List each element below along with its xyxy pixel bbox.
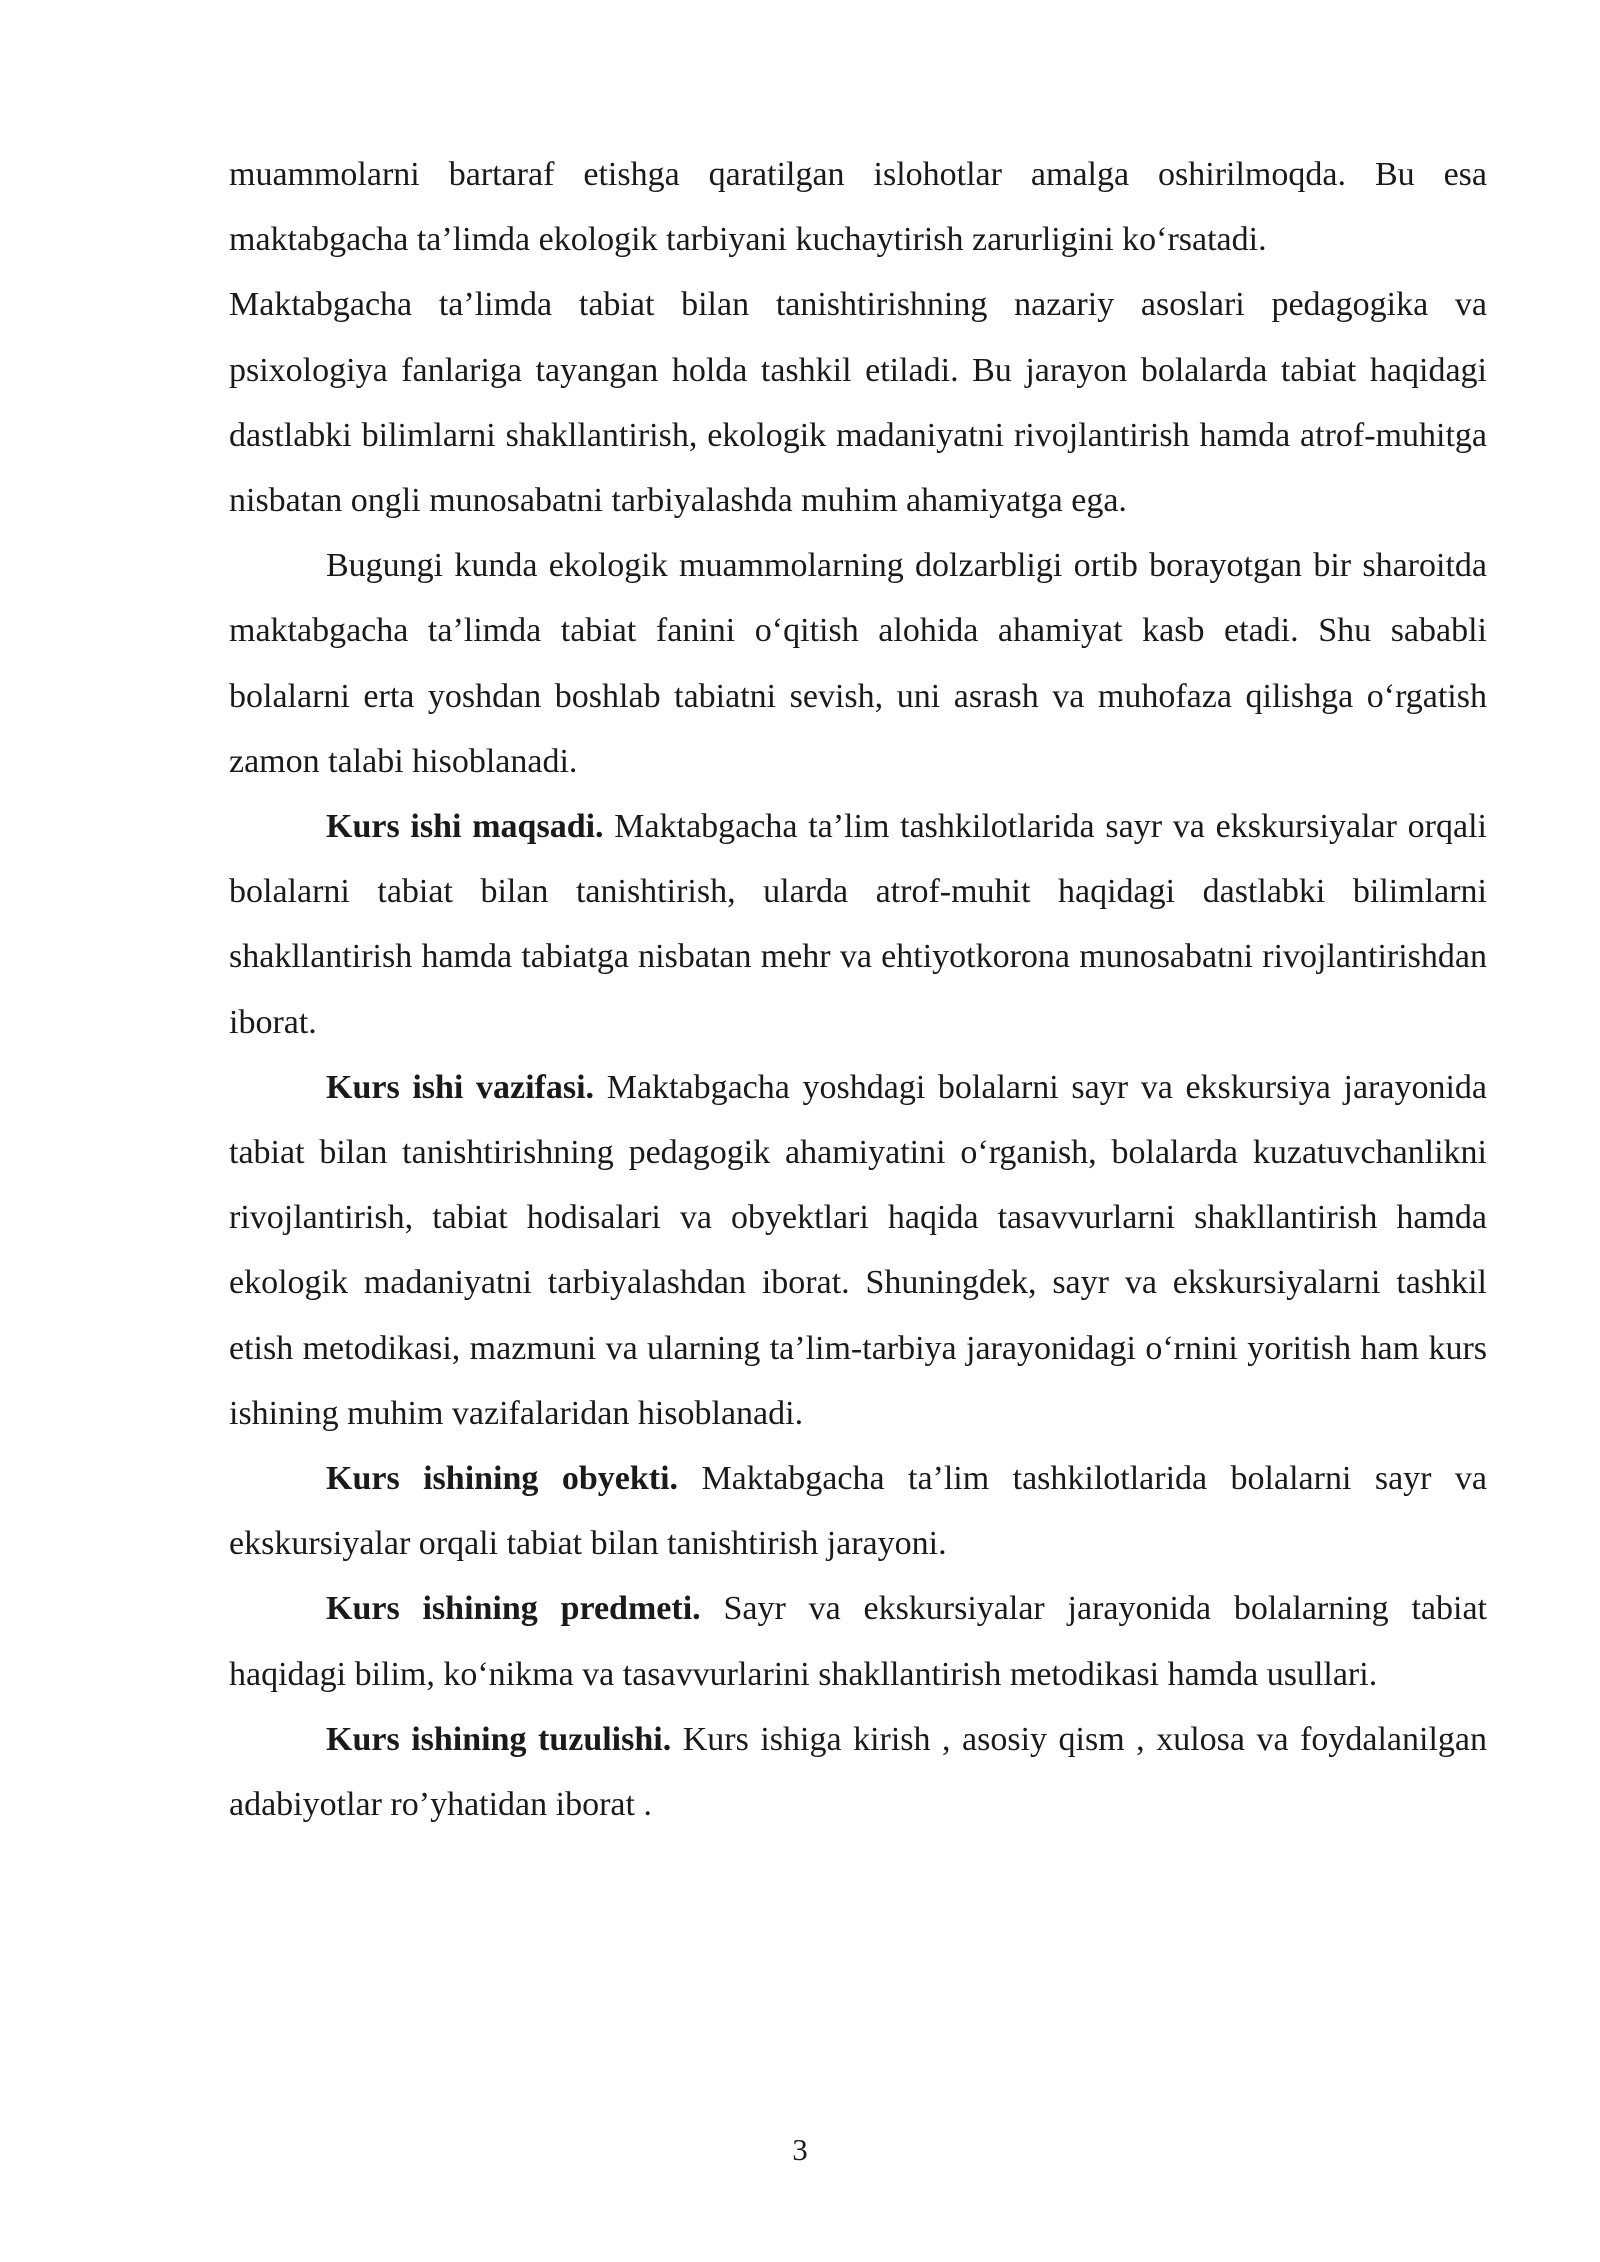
section-lead-object: Kurs ishining obyekti. [326,1460,679,1498]
paragraph-tasks [229,1055,1487,1446]
paragraph-text: Maktabgacha ta’lim tashkilotlarida sayr va ekskursiyalar orqali bolalarni tabiat bilan tanishtirish, ularda atrof-muhit haqidagi dastlabki bilimlarni shakllantirish hamda tabiatga nisbatan mehr va ehtiyotkorona munosabatni rivojlantirishdan iborat. [229,808,1487,1041]
paragraph-text: Maktabgacha yoshdagi bolalarni sayr va ekskursiya jarayonida tabiat bilan tanishtirishning pedagogik ahamiyatini o‘rganish, bolalarda kuzatuvchanlikni rivojlantirish, tabiat hodisalari va obyektlari haqida tasavvurlarni shakllantirish hamda ekologik madaniyatni tarbiyalashdan iborat. Shuningdek, sayr va ekskursiyalarni tashkil etish metodikasi, mazmuni va ularning ta’lim-tarbiya jarayonidagi o‘rnini yoritish ham kurs ishining muhim vazifalaridan hisoblanadi. [229,1068,1487,1432]
document-page [229,142,1487,1837]
section-lead-goal: Kurs ishi maqsadi. [326,808,604,846]
paragraph-text: Bugungi kunda ekologik muammolarning dolzarbligi ortib borayotgan bir sharoitda maktabgacha ta’limda tabiat fanini o‘qitish alohida ahamiyat kasb etadi. Shu sababli bolalarni erta yoshdan boshlab tabiatni sevish, uni asrash va muhofaza qilishga o‘rgatish zamon talabi hisoblanadi. [229,547,1487,780]
page-number: 3 [792,2132,808,2167]
paragraph-text: Kurs ishiga kirish , asosiy qism , xulosa va foydalanilgan adabiyotlar ro’yhatidan iborat . [229,1720,1488,1824]
section-lead-subject: Kurs ishining predmeti. [326,1590,701,1628]
paragraph-structure [229,1707,1487,1837]
paragraph-goal [229,794,1487,1055]
paragraph-text: muammolarni bartaraf etishga qaratilgan islohotlar amalga oshirilmoqda. Bu esa maktabgacha ta’limda ekologik tarbiyani kuchaytirish zarurligini ko‘rsatadi. [229,156,1487,259]
paragraph-relevance [229,533,1487,794]
paragraph-text: Maktabgacha ta’lim tashkilotlarida bolalarni sayr va ekskursiyalar orqali tabiat bilan tanishtirish jarayoni. [229,1460,1487,1563]
paragraph-text: Maktabgacha ta’limda tabiat bilan tanishtirishning nazariy asoslari pedagogika va psixologiya fanlariga tayangan holda tashkil etiladi. Bu jarayon bolalarda tabiat haqidagi dastlabki bilimlarni shakllantirish, ekologik madaniyatni rivojlantirish hamda atrof-muhitga nisbatan ongli munosabatni tarbiyalashda muhim ahamiyatga ega. [229,286,1487,520]
paragraph-text: Sayr va ekskursiyalar jarayonida bolalarning tabiat haqidagi bilim, ko‘nikma va tasavvurlarini shakllantirish metodikasi hamda usullari. [229,1590,1487,1693]
section-lead-structure: Kurs ishining tuzulishi. [326,1720,672,1758]
paragraph-object [229,1446,1487,1576]
paragraph-intro-continued [229,142,1487,272]
paragraph-subject [229,1576,1487,1706]
section-lead-tasks: Kurs ishi vazifasi. [326,1068,595,1106]
paragraph-theory [229,272,1487,533]
